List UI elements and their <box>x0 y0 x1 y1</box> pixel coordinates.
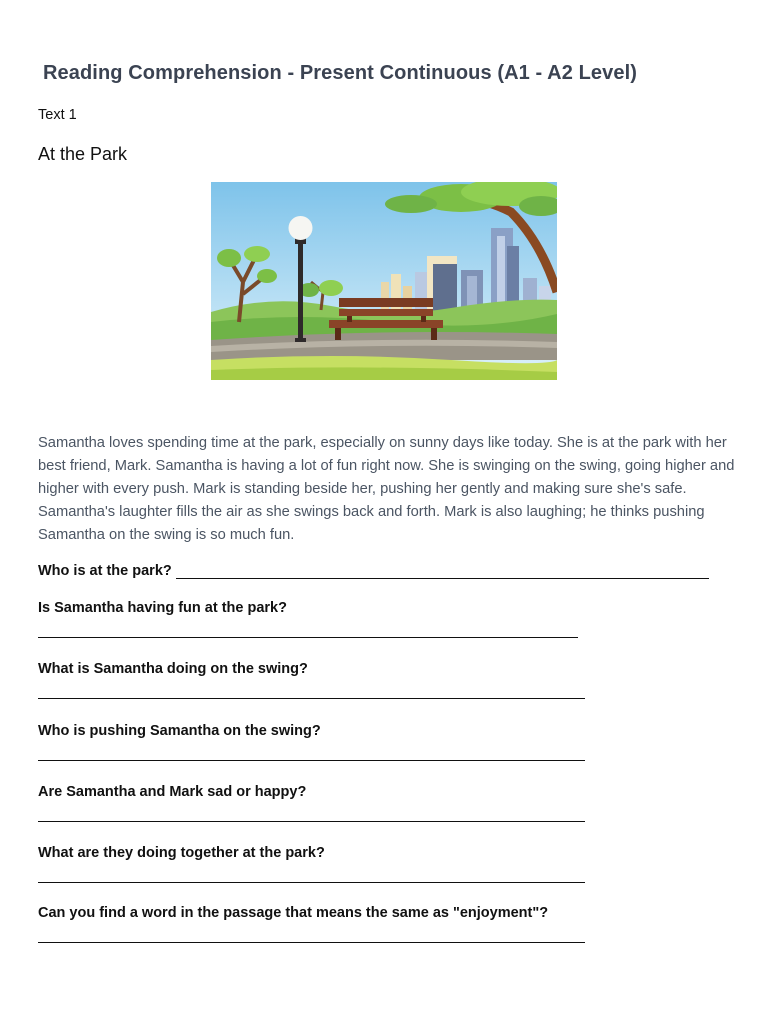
question-6: What are they doing together at the park? <box>38 845 325 861</box>
answer-line-5[interactable] <box>38 821 585 822</box>
question-4: Who is pushing Samantha on the swing? <box>38 723 321 739</box>
question-3: What is Samantha doing on the swing? <box>38 661 308 677</box>
question-1: Who is at the park? <box>38 563 172 579</box>
answer-line-1[interactable] <box>176 578 709 579</box>
question-5: Are Samantha and Mark sad or happy? <box>38 784 307 800</box>
park-illustration <box>211 182 557 380</box>
question-7: Can you find a word in the passage that means the same as "enjoyment"? <box>38 905 549 921</box>
text-label: Text 1 <box>38 107 77 123</box>
worksheet-title: Reading Comprehension - Present Continuous (A1 - A2 Level) <box>43 62 638 84</box>
answer-line-4[interactable] <box>38 760 585 761</box>
answer-line-3[interactable] <box>38 698 585 699</box>
answer-line-2[interactable] <box>38 637 578 638</box>
passage-title: At the Park <box>38 144 128 164</box>
reading-passage: Samantha loves spending time at the park, especially on sunny days like today. She is at the park with her best friend, Mark. Samantha is having a lot of fun right now. She is swinging on the swing, going higher and higher with every push. Mark is standing beside her, pushing her gently and making sure she's safe. Samantha's laughter fills the air as she swings back and forth. Mark is also laughing; he thinks pushing Samantha on the swing is so much fun. <box>38 435 735 543</box>
question-2: Is Samantha having fun at the park? <box>38 600 287 616</box>
answer-line-6[interactable] <box>38 882 585 883</box>
answer-line-7[interactable] <box>38 942 585 943</box>
